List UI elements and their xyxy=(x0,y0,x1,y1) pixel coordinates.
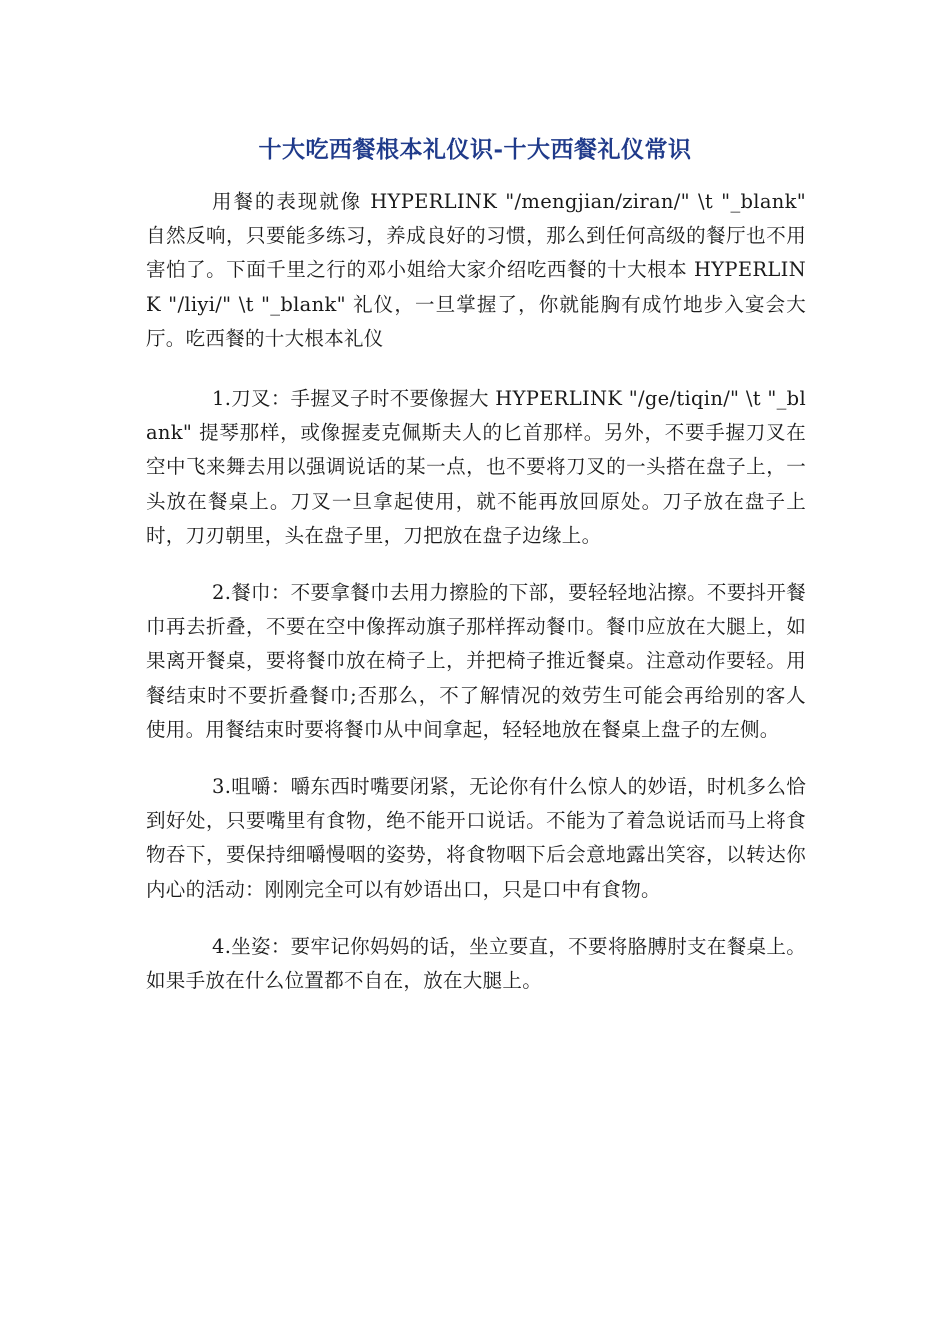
intro-paragraph: 用餐的表现就像 HYPERLINK "/mengjian/ziran/" \t "_blank" 自然反响，只要能多练习，养成良好的习惯，那么到任何高级的餐厅也不用害怕了。下面千里之行的邓小姐给大家介绍吃西餐的十大根本 HYPERLINK "/liyi/" \t "_blank" 礼仪，一旦掌握了，你就能胸有成竹地步入宴会大厅。吃西餐的十大根本礼仪 xyxy=(146,190,806,350)
document-title: 十大吃西餐根本礼仪识-十大西餐礼仪常识 xyxy=(258,136,692,163)
paragraph-chewing: 3.咀嚼：嚼东西时嘴要闭紧，无论你有什么惊人的妙语，时机多么恰到好处，只要嘴里有食物，绝不能开口说话。不能为了着急说话而马上将食物吞下，要保持细嚼慢咽的姿势，将食物咽下后会意地露出笑容，以转达你内心的活动：刚刚完全可以有妙语出口，只是口中有食物。 xyxy=(146,775,806,901)
paragraph-napkin: 2.餐巾：不要拿餐巾去用力擦脸的下部，要轻轻地沾擦。不要抖开餐巾再去折叠，不要在空中像挥动旗子那样挥动餐巾。餐巾应放在大腿上，如果离开餐桌，要将餐巾放在椅子上，并把椅子推近餐桌。注意动作要轻。用餐结束时不要折叠餐巾;否那么，不了解情况的效劳生可能会再给别的客人使用。用餐结束时要将餐巾从中间拿起，轻轻地放在餐桌上盘子的左侧。 xyxy=(146,581,806,741)
paragraph-posture: 4.坐姿：要牢记你妈妈的话，坐立要直，不要将胳膊肘支在餐桌上。如果手放在什么位置都不自在，放在大腿上。 xyxy=(146,934,806,993)
document-body xyxy=(146,185,806,1021)
paragraph-knife-fork: 1.刀叉：手握叉子时不要像握大 HYPERLINK "/ge/tiqin/" \t "_blank" 提琴那样，或像握麦克佩斯夫人的匕首那样。另外，不要手握刀叉在空中飞来舞去用以强调说话的某一点，也不要将刀叉的一头搭在盘子上，一头放在餐桌上。刀叉一旦拿起使用，就不能再放回原处。刀子放在盘子上时，刀刃朝里，头在盘子里，刀把放在盘子边缘上。 xyxy=(146,387,806,547)
